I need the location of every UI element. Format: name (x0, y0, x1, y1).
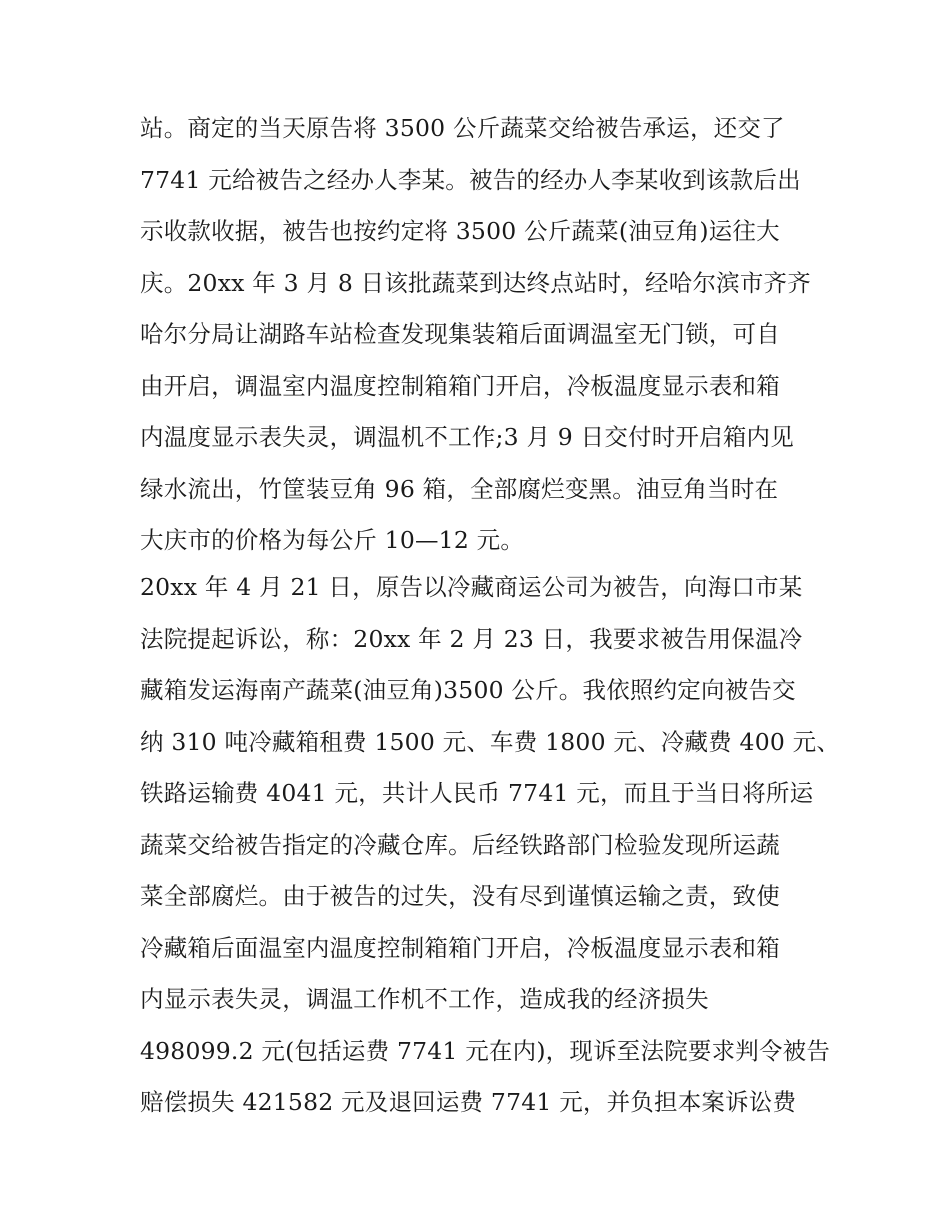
text-line: 法院提起诉讼，称：20xx 年 2 月 23 日，我要求被告用保温冷 (140, 625, 803, 653)
text-line: 纳 310 吨冷藏箱租费 1500 元、车费 1800 元、冷藏费 400 元、 (140, 728, 841, 756)
text-line: 庆。20xx 年 3 月 8 日该批蔬菜到达终点站时，经哈尔滨市齐齐 (140, 269, 811, 297)
text-line: 赔偿损失 421582 元及退回运费 7741 元，并负担本案诉讼费 (140, 1088, 797, 1116)
text-line: 示收款收据，被告也按约定将 3500 公斤蔬菜(油豆角)运往大 (140, 217, 780, 245)
text-line: 哈尔分局让湖路车站检查发现集装箱后面调温室无门锁，可自 (140, 320, 780, 348)
text-line: 绿水流出，竹筐装豆角 96 箱，全部腐烂变黑。油豆角当时在 (140, 475, 779, 503)
text-line: 大庆市的价格为每公斤 10—12 元。 (140, 526, 525, 554)
text-line: 内温度显示表失灵，调温机不工作;3 月 9 日交付时开启箱内见 (140, 423, 794, 451)
text-line: 498099.2 元(包括运费 7741 元在内)，现诉至法院要求判令被告 (140, 1037, 831, 1065)
text-line: 铁路运输费 4041 元，共计人民币 7741 元，而且于当日将所运 (140, 779, 814, 807)
text-line: 内显示表失灵，调温工作机不工作，造成我的经济损失 (140, 985, 709, 1013)
text-line: 菜全部腐烂。由于被告的过失，没有尽到谨慎运输之责，致使 (140, 882, 780, 910)
text-line: 冷藏箱后面温室内温度控制箱箱门开启，冷板温度显示表和箱 (140, 934, 780, 962)
text-line: 20xx 年 4 月 21 日，原告以冷藏商运公司为被告，向海口市某 (140, 573, 803, 601)
text-line: 站。商定的当天原告将 3500 公斤蔬菜交给被告承运，还交了 (140, 114, 785, 142)
text-line: 由开启，调温室内温度控制箱箱门开启，冷板温度显示表和箱 (140, 372, 780, 400)
text-line: 蔬菜交给被告指定的冷藏仓库。后经铁路部门检验发现所运蔬 (140, 831, 780, 859)
text-line: 7741 元给被告之经办人李某。被告的经办人李某收到该款后出 (140, 166, 801, 194)
text-line: 藏箱发运海南产蔬菜(油豆角)3500 公斤。我依照约定向被告交 (140, 676, 796, 704)
